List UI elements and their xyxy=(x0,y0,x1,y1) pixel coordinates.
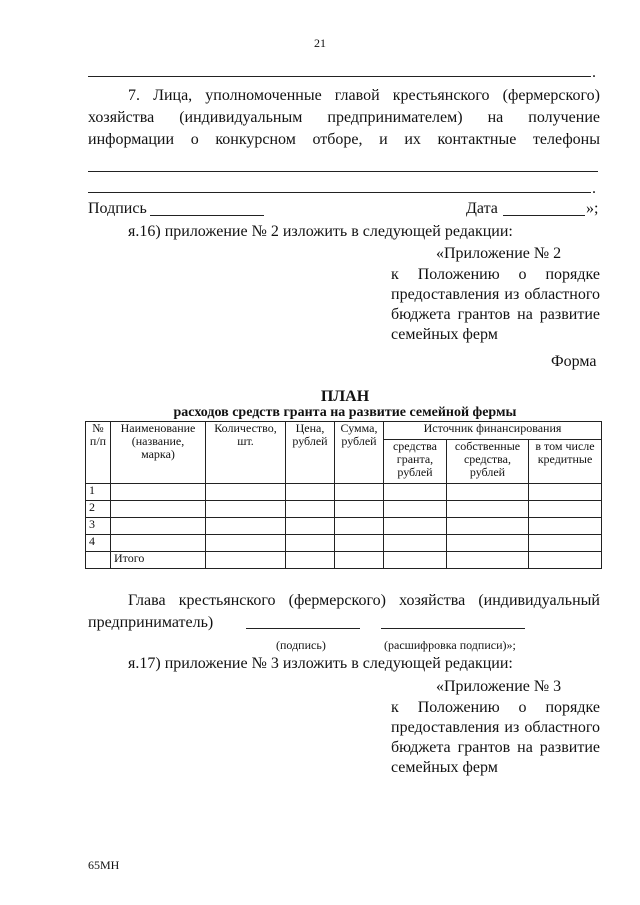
table-header-row xyxy=(86,422,602,440)
table-cell xyxy=(335,484,384,501)
table-row xyxy=(86,501,602,518)
table-cell xyxy=(286,484,335,501)
header-price: Цена, рублей xyxy=(286,422,335,484)
table-cell xyxy=(447,484,529,501)
appendix3-line2: к Положению о порядке xyxy=(391,699,600,716)
table-cell xyxy=(529,501,602,518)
signature-line xyxy=(246,628,360,629)
item17-text: я.17) приложение № 3 изложить в следующей редакции: xyxy=(128,655,513,672)
table-row xyxy=(86,518,602,535)
appendix2-line5: семейных ферм xyxy=(391,326,498,343)
line-end-dot: . xyxy=(592,64,596,81)
header-number: № п/п xyxy=(86,422,111,484)
date-label: Дата xyxy=(466,200,498,217)
table-cell xyxy=(335,535,384,552)
table-cell xyxy=(447,518,529,535)
table-cell xyxy=(447,501,529,518)
table-cell xyxy=(111,535,206,552)
table-cell xyxy=(111,501,206,518)
header-quantity: Количество, шт. xyxy=(206,422,286,484)
appendix2-line2: к Положению о порядке xyxy=(391,266,600,283)
head-signature-line1: Глава крестьянского (фермерского) хозяйства (индивидуальный xyxy=(128,592,600,609)
page-number: 21 xyxy=(314,36,326,50)
table-cell xyxy=(529,535,602,552)
appendix3-line5: семейных ферм xyxy=(391,759,498,776)
fill-line xyxy=(88,192,591,193)
appendix2-line4: бюджета грантов на развитие xyxy=(391,306,600,323)
form-label: Форма xyxy=(551,353,597,370)
signature-line xyxy=(150,215,264,216)
fill-line xyxy=(88,76,591,77)
table-cell xyxy=(384,484,447,501)
table-cell xyxy=(206,552,286,569)
table-cell xyxy=(206,518,286,535)
table-cell xyxy=(335,518,384,535)
row-number: 2 xyxy=(86,501,111,518)
caption-signature: (подпись) xyxy=(276,638,326,652)
header-name: Наименование (название, марка) xyxy=(111,422,206,484)
total-label: Итого xyxy=(111,552,206,569)
caption-decode: (расшифровка подписи)»; xyxy=(384,638,516,652)
table-cell xyxy=(384,552,447,569)
signature-label: Подпись xyxy=(88,200,147,217)
table-cell xyxy=(206,535,286,552)
appendix3-line4: бюджета грантов на развитие xyxy=(391,739,600,756)
decode-line xyxy=(381,628,525,629)
table-cell xyxy=(529,552,602,569)
row-number: 4 xyxy=(86,535,111,552)
row-number: 3 xyxy=(86,518,111,535)
date-line xyxy=(503,215,585,216)
item7-line2: хозяйства (индивидуальным предпринимателем) на получение xyxy=(88,109,600,126)
table-row xyxy=(86,535,602,552)
footer-code: 65МН xyxy=(88,858,120,872)
appendix2-title: «Приложение № 2 xyxy=(436,245,562,262)
table-cell xyxy=(206,484,286,501)
header-funding-source: Источник финансирования xyxy=(384,422,602,440)
date-line-end: »; xyxy=(586,200,599,217)
table-cell xyxy=(384,501,447,518)
table-cell xyxy=(286,501,335,518)
table-cell xyxy=(111,484,206,501)
table-cell xyxy=(286,552,335,569)
table-total-row xyxy=(86,552,602,569)
header-sum: Сумма, рублей xyxy=(335,422,384,484)
table-cell xyxy=(206,501,286,518)
line-end-dot: . xyxy=(592,180,596,197)
table-cell xyxy=(447,552,529,569)
table-cell xyxy=(384,518,447,535)
appendix2-line3: предоставления из областного xyxy=(391,286,600,303)
table-cell xyxy=(529,518,602,535)
item7-line1: 7. Лица, уполномоченные главой крестьянского (фермерского) xyxy=(128,87,600,104)
table-cell xyxy=(384,535,447,552)
item16-text: я.16) приложение № 2 изложить в следующей редакции: xyxy=(128,223,513,240)
item7-line3: информации о конкурсном отборе, и их контактные телефоны xyxy=(88,131,600,148)
appendix3-title: «Приложение № 3 xyxy=(436,678,562,695)
table-cell xyxy=(286,518,335,535)
table-cell xyxy=(111,518,206,535)
header-grant-funds: средства гранта, рублей xyxy=(384,440,447,484)
plan-title: ПЛАН xyxy=(320,388,370,405)
table-cell xyxy=(335,501,384,518)
header-own-funds: собственные средства, рублей xyxy=(447,440,529,484)
table-cell xyxy=(335,552,384,569)
row-number: 1 xyxy=(86,484,111,501)
fill-line xyxy=(88,171,598,172)
table-row xyxy=(86,484,602,501)
header-credit-funds: в том числе кредитные xyxy=(529,440,602,484)
table-cell xyxy=(447,535,529,552)
appendix3-line3: предоставления из областного xyxy=(391,719,600,736)
table-cell xyxy=(286,535,335,552)
plan-subtitle: расходов средств гранта на развитие семейной фермы xyxy=(173,405,517,420)
head-signature-line2: предприниматель) xyxy=(88,614,214,631)
table-cell xyxy=(86,552,111,569)
table-cell xyxy=(529,484,602,501)
expense-table xyxy=(85,421,602,569)
